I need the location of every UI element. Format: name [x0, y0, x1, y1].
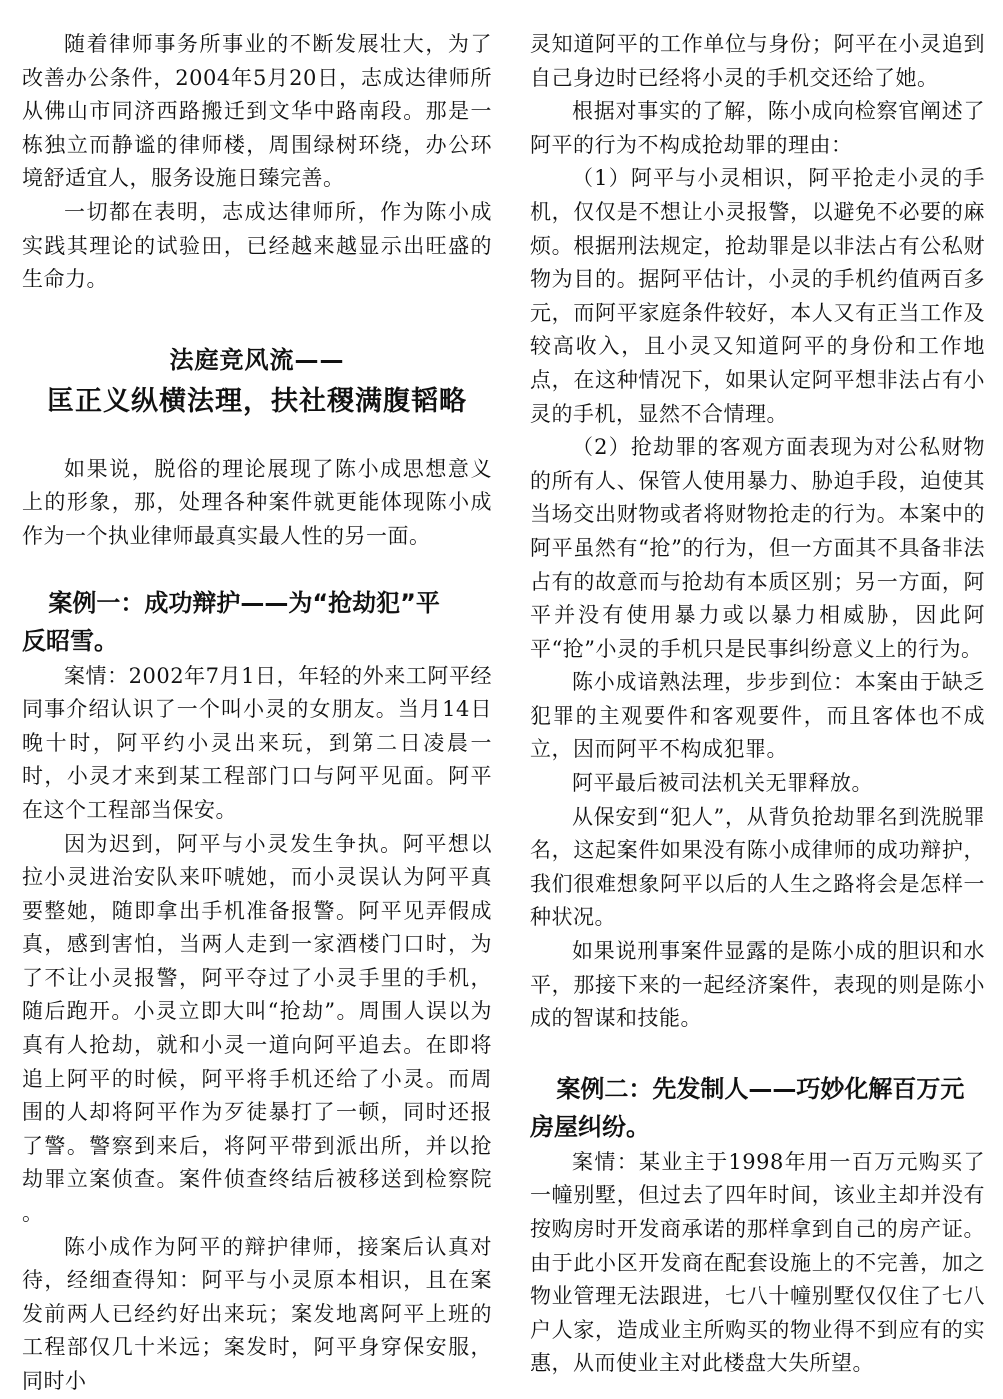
body-paragraph-5: 阿平最后被司法机关无罪释放。 [572, 771, 873, 796]
case2-title [530, 1070, 985, 1146]
body-paragraph-1: 根据对事实的了解，陈小成向检察官阐述了阿平的行为不构成抢劫罪的理由： [530, 99, 985, 157]
section-intro: 如果说，脱俗的理论展现了陈小成思想意义上的形象，那，处理各种案件就更能体现陈小成作为一个执业律师最真实最人性的另一面。 [22, 456, 492, 548]
case1-paragraph-3: 陈小成作为阿平的辩护律师，接案后认真对待，经细查得知：阿平与小灵原本相识，且在案发前两人已经约好出来玩；案发地离阿平上班的工程部仅几十米远；案发时，阿平身穿保安服，同时小 [22, 1234, 492, 1393]
case2-paragraph: 案情：某业主于1998年用一百万元购买了一幢别墅，但过去了四年时间，该业主却并没有按购房时开发商承诺的那样拿到自己的房产证。由于此小区开发商在配套设施上的不完善，加之物业管理无法跟进，七八十幢别墅仅仅住了七八户人家，造成业主所购买的物业得不到应有的实惠，从而使业主对此楼盘大失所望。 [530, 1149, 985, 1376]
case2-title-line1: 案例二：先发制人——巧妙化解百万元 [556, 1074, 965, 1103]
section-title [22, 339, 492, 423]
section-title-line2: 匡正义纵横法理，扶社稷满腹韬略 [47, 385, 467, 417]
body-paragraph-2: （1）阿平与小灵相识，阿平抢走小灵的手机，仅仅是不想让小灵报警，以避免不必要的麻烦。根据刑法规定，抢劫罪是以非法占有公私财物为目的。据阿平估计，小灵的手机约值两百多元，而阿平家庭条件较好，本人又有正当工作及较高收入，且小灵又知道阿平的身份和工作地点，在这种情况下，如果认定阿平想非法占有小灵的手机，显然不合情理。 [530, 166, 985, 426]
right-column [530, 28, 985, 1381]
section-title-line1: 法庭竞风流—— [169, 345, 345, 374]
body-paragraph-3: （2）抢劫罪的客观方面表现为对公私财物的所有人、保管人使用暴力、胁迫手段，迫使其当场交出财物或者将财物抢走的行为。本案中的阿平虽然有“抢”的行为，但一方面其不具备非法占有的故意而与抢劫有本质区别；另一方面，阿平并没有使用暴力或以暴力相威胁，因此阿平“抢”小灵的手机只是民事纠纷意义上的行为。 [530, 435, 985, 661]
intro-paragraph-2: 一切都在表明，志成达律师所，作为陈小成实践其理论的试验田，已经越来越显示出旺盛的生命力。 [22, 199, 492, 292]
body-paragraph-7: 如果说刑事案件显露的是陈小成的胆识和水平，那接下来的一起经济案件，表现的则是陈小成的智谋和技能。 [530, 939, 985, 1031]
body-paragraph-4: 陈小成谙熟法理，步步到位：本案由于缺乏犯罪的主观要件和客观要件，而且客体也不成立，因而阿平不构成犯罪。 [530, 670, 985, 762]
continuation-paragraph: 灵知道阿平的工作单位与身份；阿平在小灵追到自己身边时已经将小灵的手机交还给了她。 [530, 32, 985, 90]
case2-title-line2: 房屋纠纷。 [530, 1112, 650, 1141]
case1-title-line1: 案例一：成功辩护——为“抢劫犯”平 [48, 588, 440, 617]
case1-paragraph-1: 案情：2002年7月1日，年轻的外来工阿平经同事介绍认识了一个叫小灵的女朋友。当月14日晚十时，阿平约小灵出来玩，到第二日凌晨一时，小灵才来到某工程部门口与阿平见面。阿平在这个工程部当保安。 [22, 663, 492, 822]
body-paragraph-6: 从保安到“犯人”，从背负抢劫罪名到洗脱罪名，这起案件如果没有陈小成律师的成功辩护，我们很难想象阿平以后的人生之路将会是怎样一种状况。 [530, 804, 985, 930]
left-column [22, 28, 492, 1399]
intro-paragraph-1: 随着律师事务所事业的不断发展壮大，为了改善办公条件，2004年5月20日，志成达律师所从佛山市同济西路搬迁到文华中路南段。那是一栋独立而静谧的律师楼，周围绿树环绕，办公环境舒适宜人，服务设施日臻完善。 [22, 32, 492, 191]
case1-paragraph-2: 因为迟到，阿平与小灵发生争执。阿平想以拉小灵进治安队来吓唬她，而小灵误认为阿平真要整她，随即拿出手机准备报警。阿平见弄假成真，感到害怕，当两人走到一家酒楼门口时，为了不让小灵报警，阿平夺过了小灵手里的手机，随后跑开。小灵立即大叫“抢劫”。周围人误以为真有人抢劫，就和小灵一道向阿平追去。在即将追上阿平的时候，阿平将手机还给了小灵。而周围的人却将阿平作为歹徒暴打了一顿，同时还报了警。警察到来后，将阿平带到派出所，并以抢劫罪立案侦查。案件侦查终结后被移送到检察院 。 [22, 831, 492, 1226]
case1-title-line2: 反昭雪。 [22, 626, 118, 655]
case1-title [22, 584, 492, 660]
